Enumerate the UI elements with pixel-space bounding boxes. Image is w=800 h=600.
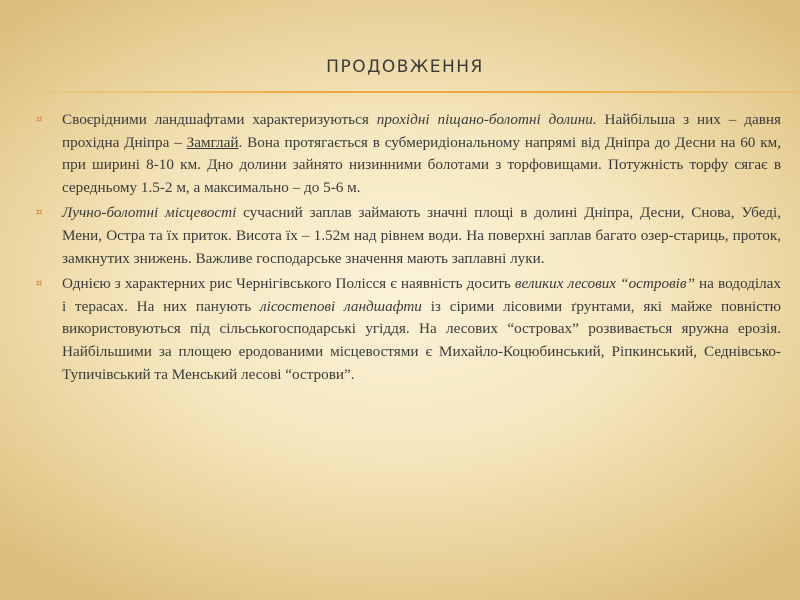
italic-term: Лучно-болотні місцевості (62, 204, 237, 222)
text-run: із сірими лісовими ґрунтами, які майже повністю використовуються під сільськогосподарські угіддя. На лесових “островах” розвивається яружна ерозія. Найбільшими за площею еродованими місцевостями є Михайло-Коцюбинський, Ріпкинський, Седнівсько-Тупичівський та Менський лесові “острови”. (62, 297, 781, 383)
paragraph-text (62, 111, 781, 196)
slide-title: продовження (326, 50, 484, 78)
text-run: сучасний заплав займають значні площі в долині Дніпра, Десни, Снова, Убеді, Мени, Остра та їх приток. Висота їх – 1.52м над рівнем води. На поверхні заплав багато озер-стариць, проток, замкнутих знижень. Важливе господарське значення мають заплавні луки. (62, 204, 781, 267)
text-run: Однією з характерних рис Чернігівського Полісся є наявність досить (62, 275, 515, 293)
bullet-icon: ¤ (36, 278, 43, 290)
bullet-paragraph-3 (36, 273, 781, 386)
bullet-icon: ¤ (36, 114, 43, 125)
italic-term: великих лесових “островів” (514, 275, 695, 293)
text-run: Найбільша з них – давня прохідна Дніпра – (62, 111, 781, 151)
text-run: Своєрідними ландшафтами характеризуються (62, 111, 377, 128)
title-divider (10, 91, 800, 93)
text-run: . Вона протягається в субмеридіональному напрямі від Дніпра до Десни на 60 км, при ширині 8-10 км. Дно долини зайнято низинними болотами з торфовищами. Потужність торфу сягає в середньому 1.5-2 м, а максимально – до 5-6 м. (62, 133, 782, 196)
bullet-icon: ¤ (36, 207, 43, 219)
italic-term: лісостепові ландшафти (259, 297, 422, 315)
slide-body (36, 109, 781, 389)
bullet-paragraph-1 (36, 109, 781, 199)
paragraph-text (62, 204, 781, 266)
italic-term: прохідні піщано-болотні долини. (376, 111, 597, 128)
underlined-term: Замглай (186, 133, 239, 151)
paragraph-text (62, 275, 781, 382)
text-run: на вододілах і терасах. На них панують (62, 275, 781, 315)
bullet-paragraph-2 (36, 202, 781, 270)
